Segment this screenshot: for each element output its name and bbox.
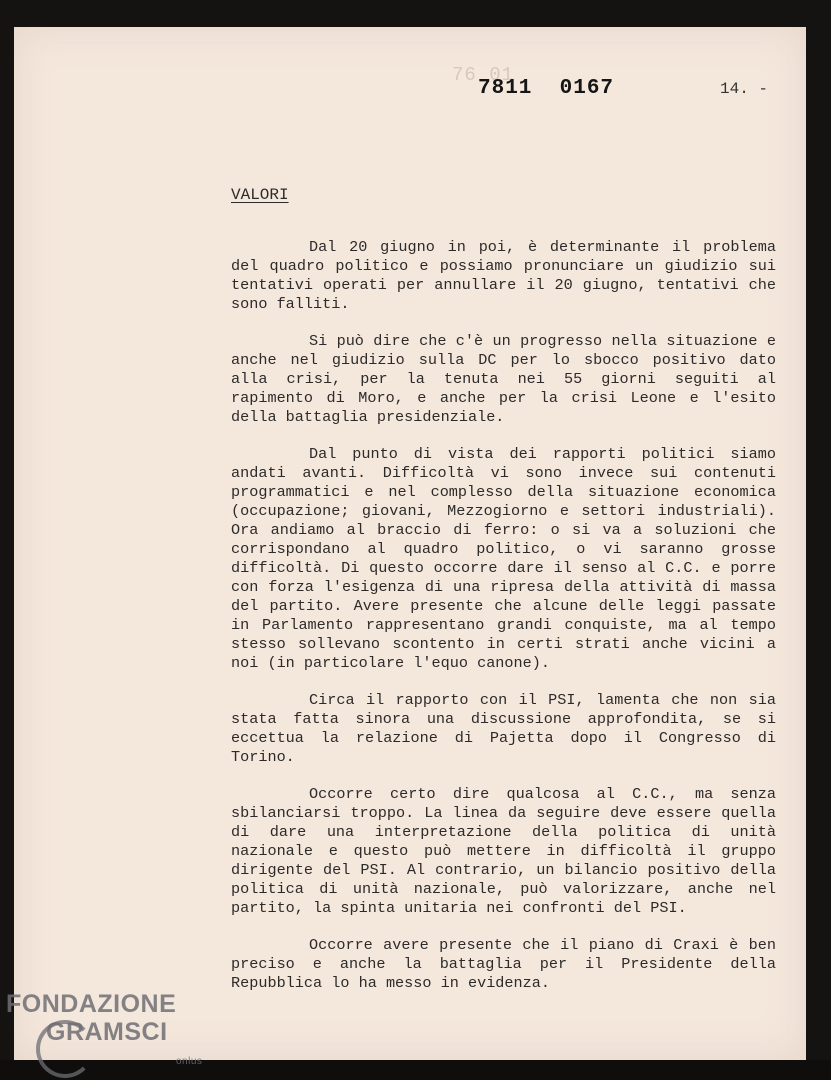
paragraph: Occorre avere presente che il piano di Craxi è ben preciso e anche la battaglia per il Presidente della Repubblica lo ha messo in evidenza.: [231, 936, 776, 992]
watermark-line3: onlus: [176, 1056, 203, 1067]
paragraph: Dal 20 giugno in poi, è determinante il problema del quadro politico e possiamo pronunciare un giudizio sui tentativi operati per annullare il 20 giugno, tentativi che sono falliti.: [231, 238, 776, 313]
section-title: VALORI: [231, 186, 289, 204]
page-number: 14. -: [720, 80, 769, 98]
paragraph: Si può dire che c'è un progresso nella situazione e anche nel giudizio sulla DC per lo sbocco positivo dato alla crisi, per la tenuta nei 55 giorni seguiti al rapimento di Moro, e anche per la crisi Leone e l'esito della battaglia presidenziale.: [231, 332, 776, 426]
paragraph: Circa il rapporto con il PSI, lamenta che non sia stata fatta sinora una discussione approfondita, se si eccettua la relazione di Pajetta dopo il Congresso di Torino.: [231, 691, 776, 766]
logo-ring-icon: [36, 1020, 94, 1078]
paragraph: Occorre certo dire qualcosa al C.C., ma senza sbilanciarsi troppo. La linea da seguire deve essere quella di dare una interpretazione della politica di unità nazionale e questo può mettere in difficoltà il gruppo dirigente del PSI. Al contrario, un bilancio positivo della politica di unità nazionale, può valorizzare, anche nel partito, la spinta unitaria nei confronti del PSI.: [231, 785, 776, 917]
document-number-stamp: 7811 0167: [478, 77, 615, 100]
document-body: [231, 238, 776, 1011]
fondazione-gramsci-watermark: [6, 990, 203, 1067]
watermark-line1: FONDAZIONE: [6, 990, 177, 1018]
scan-border: [0, 1060, 831, 1080]
bleed-through-number: 76 01: [452, 64, 515, 86]
watermark-line2: GRAMSCI: [46, 1018, 168, 1046]
paragraph: Dal punto di vista dei rapporti politici siamo andati avanti. Difficoltà vi sono invece sui contenuti programmatici e nel complesso della situazione economica (occupazione; giovani, Mezzogiorno e settori industriali). Ora andiamo al braccio di ferro: o si va a soluzioni che corrispondano al quadro politico, o vi saranno grosse difficoltà. Di questo occorre dare il senso al C.C. e porre con forza l'esigenza di una ripresa della attività di massa del partito. Avere presente che alcune delle leggi passate in Parlamento rappresentano grandi conquiste, ma al tempo stesso sollevano scontento in certi strati anche vicini a noi (in particolare l'equo canone).: [231, 445, 776, 672]
